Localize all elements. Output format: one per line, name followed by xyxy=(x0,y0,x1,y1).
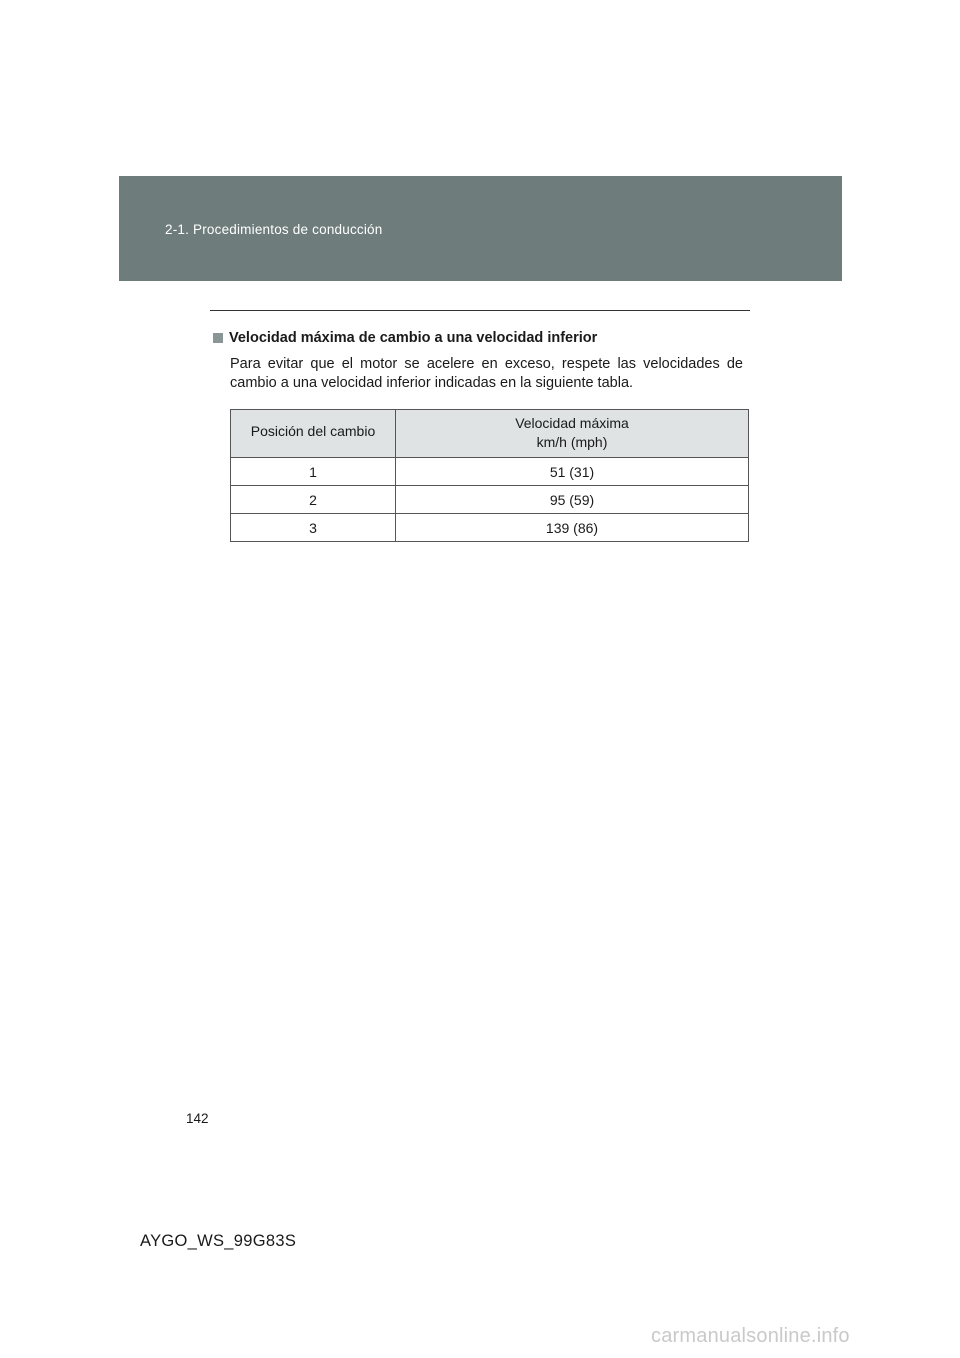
max-speed-cell: 95 (59) xyxy=(396,486,749,514)
watermark: carmanualsonline.info xyxy=(651,1325,850,1347)
max-speed-cell: 51 (31) xyxy=(396,458,749,486)
page-number: 142 xyxy=(186,1111,209,1126)
max-speed-unit: km/h (mph) xyxy=(536,434,608,450)
section-heading xyxy=(213,330,597,346)
section-divider xyxy=(210,310,750,311)
downshift-speed-table xyxy=(230,409,749,542)
table-header-position: Posición del cambio xyxy=(231,410,396,458)
section-heading-text: Velocidad máxima de cambio a una velocidad inferior xyxy=(229,330,598,346)
document-code: AYGO_WS_99G83S xyxy=(140,1232,297,1250)
table-row xyxy=(231,514,749,542)
table-row xyxy=(231,458,749,486)
chapter-header-band xyxy=(119,176,842,281)
gear-position-cell: 1 xyxy=(231,458,396,486)
max-speed-cell: 139 (86) xyxy=(396,514,749,542)
square-bullet-icon xyxy=(213,333,223,343)
gear-position-cell: 3 xyxy=(231,514,396,542)
table-header-max-speed xyxy=(396,410,749,458)
chapter-section-title: 2-1. Procedimientos de conducción xyxy=(165,222,383,237)
table-row xyxy=(231,486,749,514)
max-speed-label: Velocidad máxima xyxy=(515,415,629,431)
section-paragraph: Para evitar que el motor se acelere en exceso, respete las velocidades de cambio a una velocidad inferior indicadas en la siguiente tabla. xyxy=(230,356,743,391)
table-header-row xyxy=(231,410,749,458)
gear-position-cell: 2 xyxy=(231,486,396,514)
